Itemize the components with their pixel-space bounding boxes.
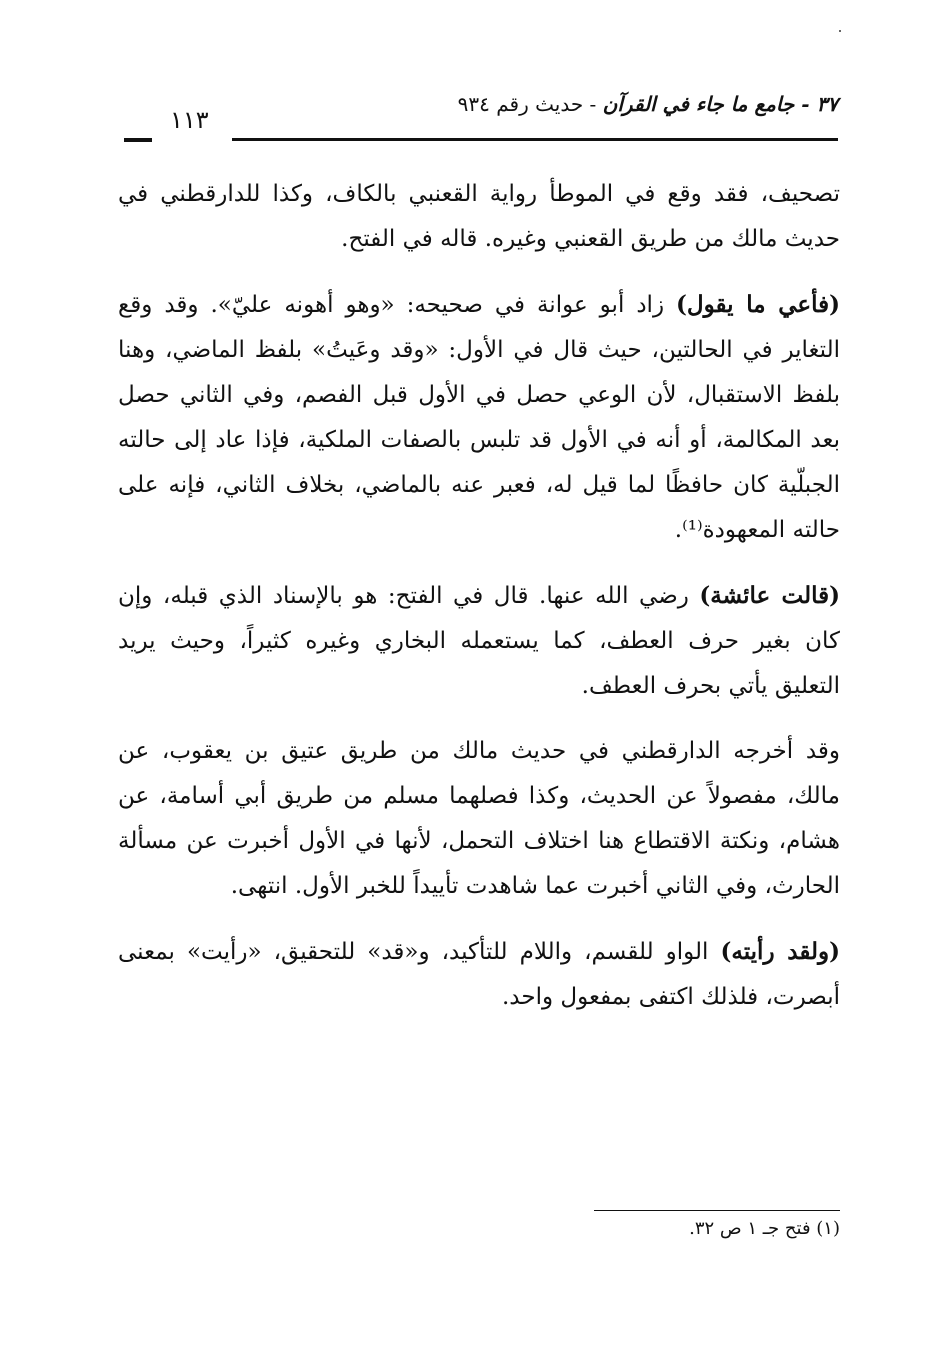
paragraph-text: تصحيف، فقد وقع في الموطأ رواية القعنبي بالكاف، وكذا للدارقطني في حديث مالك من طريق القعنبي وغيره. قاله في الفتح. <box>118 181 840 252</box>
chapter-title: ٣٧ - جامع ما جاء في القرآن <box>602 92 838 116</box>
scan-speck <box>839 30 841 32</box>
paragraph <box>118 929 840 1020</box>
paragraph-text: رضي الله عنها. قال في الفتح: هو بالإسناد الذي قبله، وإن كان بغير حرف العطف، كما يستعمله البخاري وغيره كثيراً، وحيث يريد التعليق يأتي بحرف العطف. <box>118 583 840 699</box>
header-rule-short <box>124 138 152 142</box>
paragraph <box>118 573 840 709</box>
header-rule <box>232 138 838 141</box>
paragraph <box>118 729 840 909</box>
paragraph-lead: (فأعي ما يقول) <box>676 291 840 318</box>
paragraph <box>118 282 840 553</box>
paragraph-text: الواو للقسم، واللام للتأكيد، و«قد» للتحقيق، «رأيت» بمعنى أبصرت، فلذلك اكتفى بمفعول واحد. <box>118 939 840 1010</box>
paragraph-text: وقد أخرجه الدارقطني في حديث مالك من طريق عتيق بن يعقوب، عن مالك، مفصولاً عن الحديث، وكذا فصلهما مسلم من طريق أبي أسامة، عن هشام، ونكتة الاقتطاع هنا اختلاف التحمل، لأنها في الأول أخبرت عن مسألة الحارث، وفي الثاني أخبرت عما شاهدت تأييداً للخبر الأول. انتهى. <box>118 738 840 899</box>
paragraph-lead: (قالت عائشة) <box>699 582 840 609</box>
body-text <box>118 172 840 1040</box>
hadith-reference: - حديث رقم ٩٣٤ <box>457 92 597 116</box>
paragraph <box>118 172 840 262</box>
paragraph-text: زاد أبو عوانة في صحيحه: «وهو أهونه عليّ». وقد وقع التغاير في الحالتين، حيث قال في الأول: «وقد وعَيتُ» بلفظ الماضي، وهنا بلفظ الاستقبال، لأن الوعي حصل في الأول قبل الفصم، وفي الثاني حصل بعد المكالمة، أو أنه في الأول قد تلبس بالصفات الملكية، فإذا عاد إلى حالته الجبلّية كان حافظًا لما قيل له، فعبر عنه بالماضي، بخلاف الثاني، فإنه على حالته المعهودة⁽¹⁾. <box>118 292 840 543</box>
header-title <box>458 92 838 116</box>
footnote-rule <box>594 1210 840 1211</box>
footnote: (١) فتح جـ ١ ص ٣٢. <box>689 1218 840 1239</box>
paragraph-lead: (ولقد رأيته) <box>720 938 840 965</box>
page-number: ١١٣ <box>170 106 209 134</box>
